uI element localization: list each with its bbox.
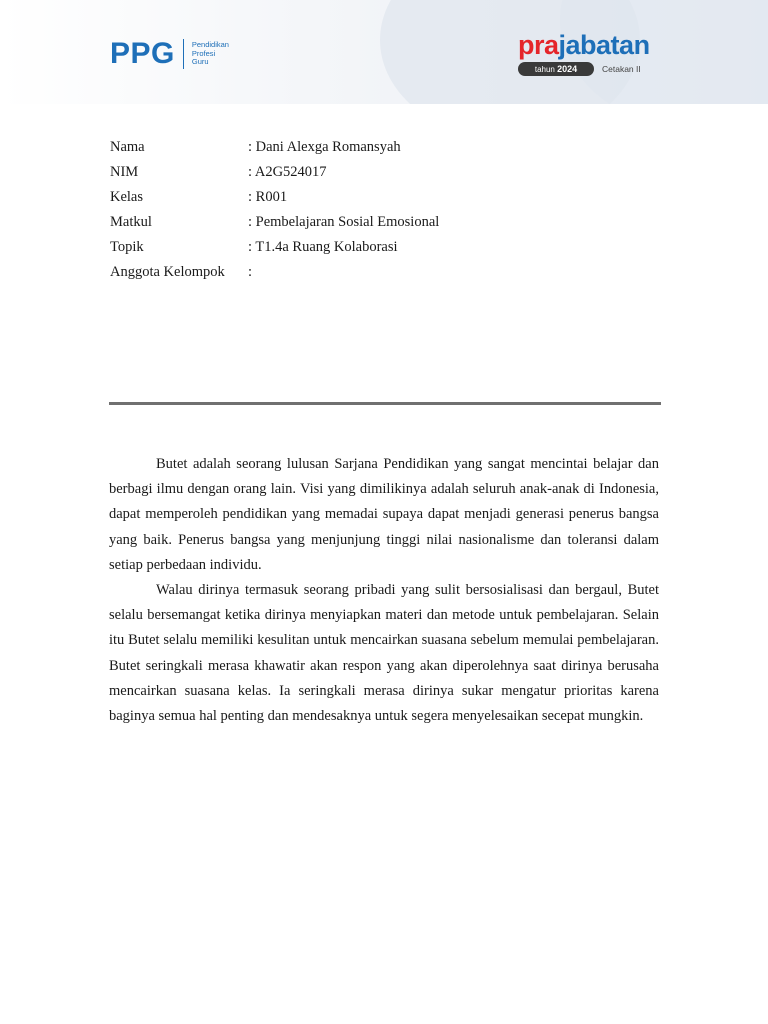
- year-value: 2024: [557, 64, 578, 74]
- identity-row: [110, 185, 670, 210]
- ppg-subtitle-line: Guru: [191, 57, 209, 67]
- essay-body: [109, 452, 659, 729]
- year-label: tahun: [534, 65, 555, 74]
- identity-row: [110, 210, 670, 235]
- paragraph: Butet adalah seorang lulusan Sarjana Pendidikan yang sangat mencintai belajar dan berbagi ilmu dengan orang lain. Visi yang dimilikinya adalah seluruh anak-anak di Indonesia, dapat memperoleh pendidikan yang memadai supaya dapat menjadi generasi penerus bangsa yang baik. Penerus bangsa yang menjunjung tinggi nilai nasionalisme dan toleransi dalam setiap perbedaan individu.: [109, 456, 659, 573]
- identity-value: : A2G524017: [248, 164, 327, 180]
- identity-label: Kelas: [110, 189, 144, 205]
- ppg-subtitle-line: Profesi: [191, 48, 216, 58]
- ppg-wordmark: PPG: [110, 37, 175, 70]
- identity-row: [110, 235, 670, 260]
- identity-label: Anggota Kelompok: [110, 264, 225, 280]
- logo-divider: [183, 39, 184, 69]
- ppg-logo: [110, 38, 229, 70]
- paragraph: Walau dirinya termasuk seorang pribadi yang sulit bersosialisasi dan bergaul, Butet selalu bersemangat ketika dirinya menyiapkan materi dan metode untuk pembelajaran. Selain itu Butet selalu memiliki kesulitan untuk mencairkan suasana sebelum memulai pembelajaran. Butet seringkali merasa khawatir akan respon yang akan diperolehnya saat dirinya berusaha mencairkan suasana kelas. Ia seringkali merasa dirinya sukar mengatur prioritas karena baginya semua hal penting dan mendesaknya untuk segera menyelesaikan secepat mungkin.: [109, 582, 659, 725]
- identity-value: : T1.4a Ruang Kolaborasi: [248, 239, 398, 255]
- prajabatan-logo: [518, 30, 668, 76]
- prajabatan-word-pra: pra: [518, 30, 559, 60]
- section-divider: [109, 402, 661, 405]
- year-badge: [518, 62, 594, 76]
- prajabatan-wordmark: [518, 30, 668, 60]
- identity-table: [110, 135, 670, 285]
- ppg-subtitle: [192, 41, 229, 67]
- header-banner: [0, 0, 768, 104]
- identity-row: [110, 160, 670, 185]
- identity-value: :: [248, 264, 253, 280]
- identity-label: NIM: [110, 164, 139, 180]
- prajabatan-edition: [518, 62, 668, 76]
- identity-value: : R001: [248, 189, 288, 205]
- identity-value: : Pembelajaran Sosial Emosional: [248, 214, 440, 230]
- identity-label: Nama: [110, 139, 145, 155]
- identity-row: [110, 260, 670, 285]
- identity-label: Topik: [110, 239, 144, 255]
- ppg-subtitle-line: Pendidikan: [191, 40, 229, 50]
- identity-row: [110, 135, 670, 160]
- identity-label: Matkul: [110, 214, 152, 230]
- identity-value: : Dani Alexga Romansyah: [248, 139, 401, 155]
- prajabatan-word-jabatan: jabatan: [558, 30, 650, 60]
- print-edition: Cetakan II: [602, 64, 641, 74]
